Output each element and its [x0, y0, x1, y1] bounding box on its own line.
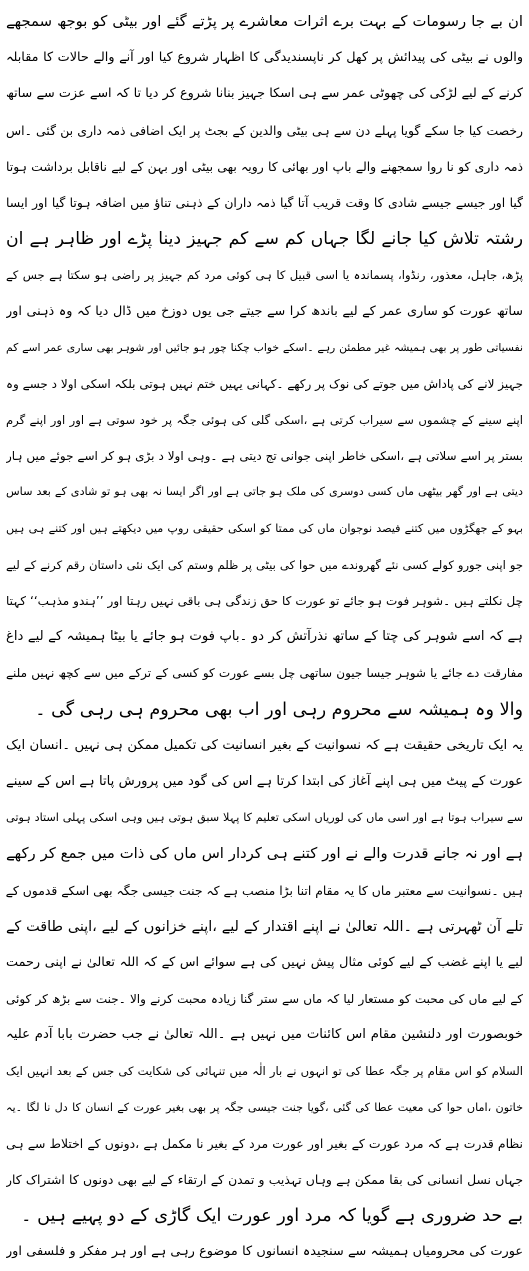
text-line: جہیز لانے کی پاداش میں جوتے کی نوک پر رکھے ۔کہانی یہیں ختم نہیں ہوتی بلکہ اسکی اولا د جسے وہ: [6, 376, 523, 391]
text-line: اپنے سینے کے چشموں سے سیراب کرتی ہے ،اسکی گلی کی ہوئی جگہ پر خود سوتی ہے اور اور اپنے گرم: [6, 413, 523, 428]
text-line: بستر پر اسے سلاتی ہے ،اسکی خاطر اپنی جوانی تج دیتی ہے ۔وہی اولا د بڑی ہو کر اسے جوئے میں ہار: [6, 449, 523, 464]
text-line: والا وہ ہمیشہ سے محروم رہی اور اب بھی محروم ہی رہی گی ۔: [35, 699, 523, 720]
text-line: مفارقت دے جائے یا شوہر جیسا جیون ساتھی چل بسے عورت کو کسی کے ترکے میں سے کچھ نہیں ملنے: [6, 666, 523, 681]
text-line: رشتہ تلاش کیا جانے لگا جہاں کم سے کم جہیز دینا پڑے اور ظاہر ہے ان: [6, 229, 523, 250]
text-line: پڑھ، جاہل، معذور، رنڈوا، پسماندہ یا اسی قبیل کا ہی کوئی مرد کم جہیز پر راضی ہو سکتا ہے جس کے: [6, 268, 523, 283]
text-line: نظام قدرت ہے کہ مرد عورت کے بغیر اور عورت مرد کے بغیر نا مکمل ہے ،دونوں کے اختلاط سے ہی: [6, 1135, 523, 1151]
text-line: سے سیراب ہوتا ہے اور اسی ماں کی لوریاں اسکی تعلیم کا پہلا سبق ہوتی ہیں وہی اسکی پہلی استاد ہوتی: [6, 811, 523, 825]
text-line: بہو کے جھگڑوں میں کتنے فیصد نوجوان ماں کی ممتا کو اسکی حقیقی روپ میں دیکھتے ہیں اور کتنے ہی ہیں: [6, 521, 523, 535]
text-line: دیتی ہے اور گھر بیٹھی ماں کسی دوسری کی ملک ہو جاتی ہے اور اگر ایسا نہ بھی ہو تو شادی کے بعد ساس: [6, 485, 523, 499]
paragraph: [6, 1234, 523, 1270]
text-line: عورت کی محرومیاں ہمیشہ سے سنجیدہ انسانوں کا موضوع رہی ہے اور ہر مفکر و فلسفی اور: [6, 1244, 523, 1260]
text-line: ہے کہ اسے شوہر کی چتا کے ساتھ نذرآتش کر دو ۔باپ فوت ہو جائے یا بیٹا ہمیشہ کے لیے داغ: [6, 629, 523, 645]
text-line: یہ ایک تاریخی حقیقت ہے کہ نسوانیت کے بغیر انسانیت کی تکمیل ممکن ہی نہیں ۔انسان ایک: [6, 737, 523, 753]
text-line: لیے یا اپنے غضب کے لیے کوئی مثال پیش نہیں کی ہے سوائے اس کے کہ اللہ تعالیٰ نے اپنی رحمت: [6, 954, 523, 970]
text-line: کے لیے ماں کی محبت کو مستعار لیا کہ ماں سے ستر گنا زیادہ محبت کرنے والا ۔جنت سے بڑھ کر کوئی: [6, 992, 523, 1007]
text-line: تلے آن ٹھہرتی ہے ۔اللہ تعالیٰ نے اپنے اقتدار کے لیے ،اپنے خزانوں کے لیے ،اپنی طاقت کے: [6, 918, 523, 935]
text-line: ہے اور نہ جانے قدرت والے نے اور کتنے ہی کردار اس ماں کی ذات میں جمع کر رکھے: [6, 845, 523, 863]
text-line: کرنے کے لیے لڑکی کی چھوٹی عمر سے ہی اسکا جہیز بنانا شروع کر دیا تا کہ اسے عزت سے ساتھ: [6, 86, 523, 102]
text-line: السلام کو اس مقام پر جگہ عطا کی تو انہوں نے بار الٰہ میں تنہائی کی شکایت کی جس کے بعد انہیں ایک: [6, 1064, 523, 1079]
text-line: ان بے جا رسومات کے بہت برے اثرات معاشرے پر پڑتے گئے اور بیٹی کو بوجھ سمجھے: [6, 13, 523, 30]
text-line: گیا اور جیسے جیسے شادی کا وقت قریب آتا گیا ذمہ داران کے ذہنی تناؤ میں اضافہ ہوتا گیا اور ایسا: [6, 194, 523, 210]
text-line: والوں نے بیٹی کی پیدائش پر کھل کر ناپسندیدگی کا اظہار شروع کیا اور آنے والے حالات کا مقابلہ: [6, 50, 523, 66]
text-line: جہاں نسل انسانی کی بقا ممکن ہے وہاں تہذیب و تمدن کے ارتقاء کے لیے بھی دونوں کا اشتراک کار: [6, 1172, 523, 1187]
paragraph: [6, 4, 523, 728]
text-line: نفسیاتی طور پر بھی ہمیشہ غیر مطمئن رہے ۔اسکے خواب چکنا چور ہو جائیں اور شوہر بھی ساری عمر اسے کم: [6, 340, 523, 354]
text-line: ہیں ۔نسوانیت سے معتبر ماں کا یہ مقام اتنا بڑا منصب ہے کہ جنت جیسی جگہ بھی اسکے قدموں کے: [6, 882, 523, 898]
text-line: ذمہ داری کو نا روا سمجھنے والے باپ اور بھائی کا رویہ بھی بیٹی اور بہن کے لیے ناقابل برداشت ہوتا: [6, 158, 523, 174]
text-line: چل نکلتے ہیں ۔شوہر فوت ہو جائے تو عورت کا حق زندگی ہی باقی نہیں رہتا اور ’’ہندو مذہب‘‘ کہتا: [6, 594, 523, 608]
paragraph: [6, 728, 523, 1235]
text-line: عورت کے پیٹ میں ہی اپنے آغاز کی ابتدا کرتا ہے اس کی گود میں پرورش پاتا ہے اس کے سینے: [6, 773, 523, 789]
text-line: ساتھ عورت کو ساری عمر کے لیے باندھ کرا سے جیتے جی یوں دوزخ میں ڈال دیا کہ وہ ذہنی اور: [6, 303, 523, 319]
text-line: رخصت کیا جا سکے گویا پہلے دن سے ہی بیٹی والدین کے بجٹ پر ایک اضافی ذمہ داری بن گئی ۔اس: [6, 122, 523, 138]
text-line: خاتون ،اماں حوا کی معیت عطا کی گئی ،گویا جنت جیسی جگہ پر بھی بغیر عورت کے انسان کا دل نا لگا ۔یہ: [6, 1100, 523, 1114]
text-line: جو اپنی جورو کولے کسی نئے گھروندے میں حوا کی بیٹی پر ظلم وستم کی ایک نئی داستان رقم کرنے کے لیے: [6, 557, 523, 572]
text-line: خوبصورت اور دلنشین مقام اس کائنات میں نہیں ہے ۔اللہ تعالیٰ نے جب حضرت بابا آدم علیہ: [6, 1027, 523, 1043]
text-line: بے حد ضروری ہے گویا کہ مرد اور عورت ایک گاڑی کے دو پہیے ہیں ۔: [21, 1206, 523, 1227]
